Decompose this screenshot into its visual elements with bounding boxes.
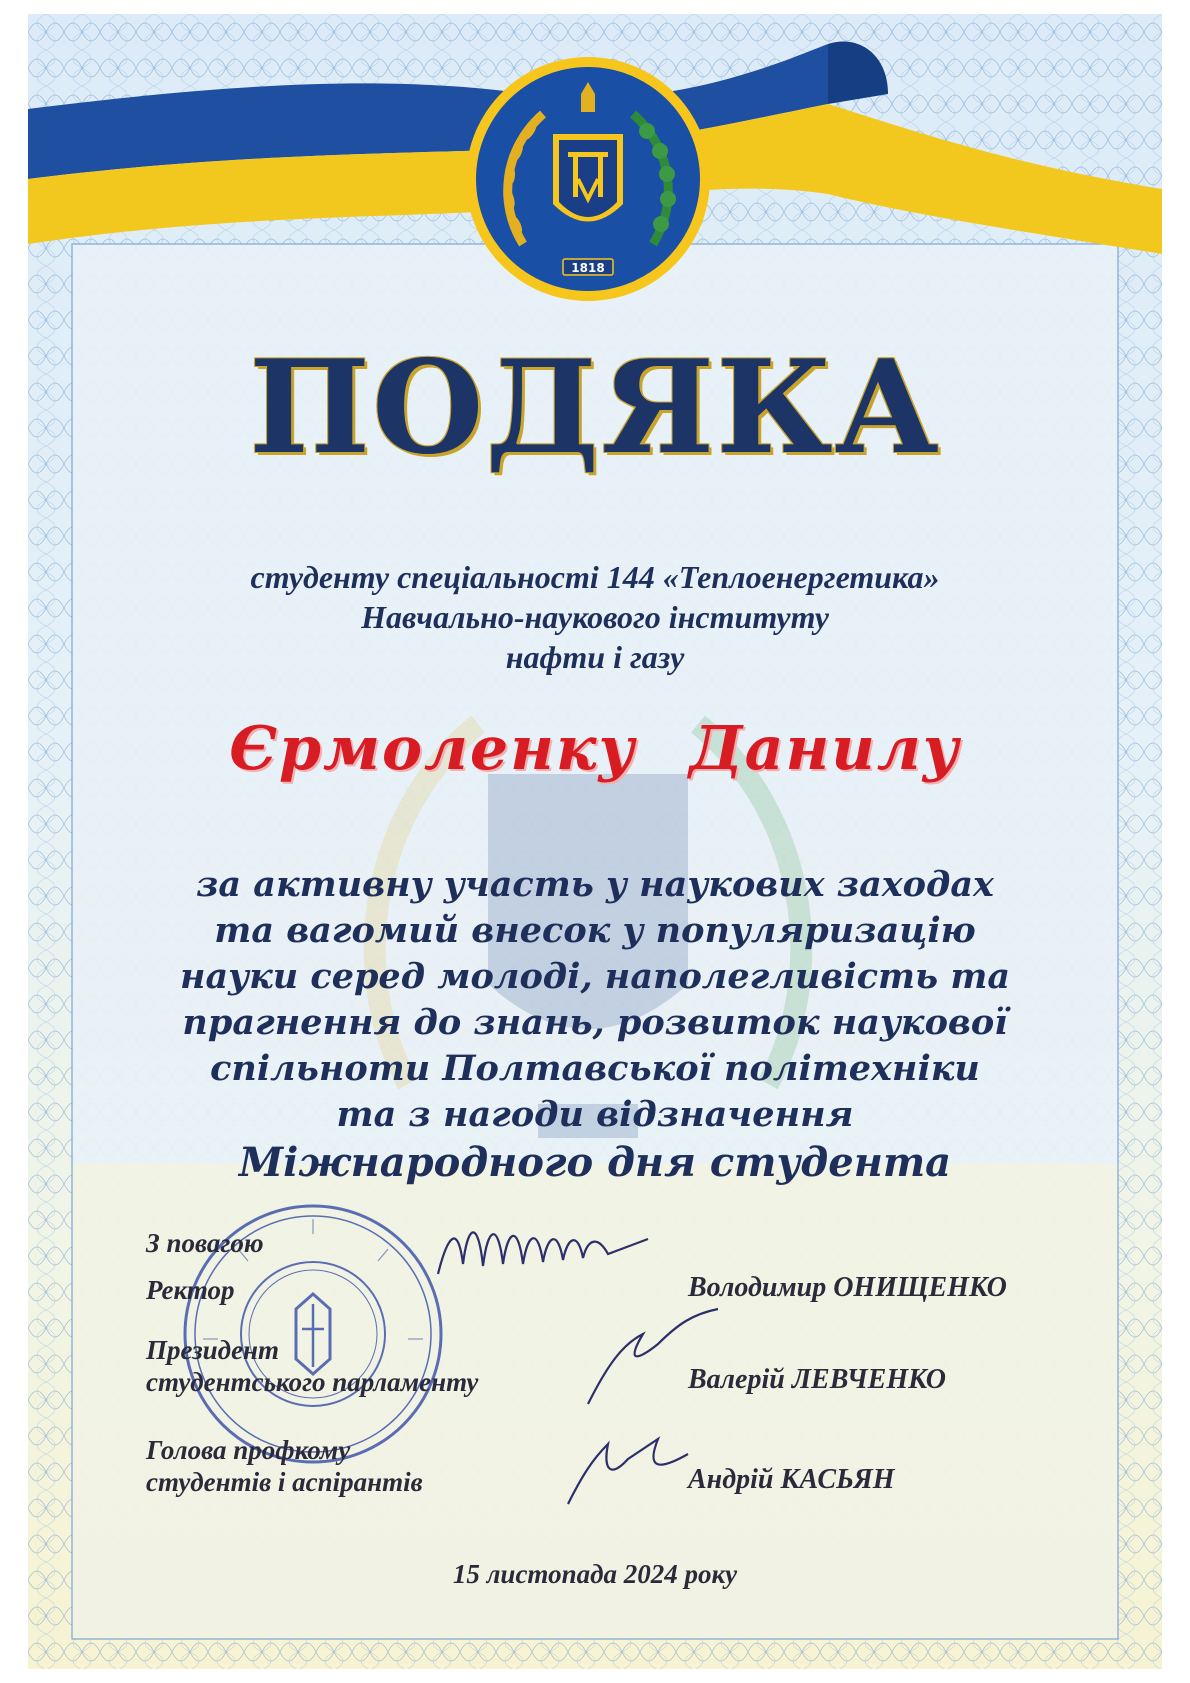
president-role-line: Президент [146, 1335, 280, 1365]
recipient-intro [108, 557, 1082, 677]
union-role-line: Голова профкому [146, 1435, 351, 1465]
university-emblem [463, 54, 713, 304]
union-role-line: студентів і аспірантів [146, 1467, 423, 1497]
occasion-line: Міжнародного дня студента [238, 1139, 952, 1186]
union-role [146, 1434, 706, 1498]
rector-role: Ректор [146, 1275, 235, 1305]
certificate-sheet [28, 14, 1162, 1669]
president-role [146, 1334, 706, 1398]
president-role-line: студентського парламенту [146, 1367, 479, 1397]
reason-line: спільноти Полтавської політехніки [210, 1048, 980, 1089]
reason-line: науки серед молоді, наполегливість та [179, 956, 1011, 997]
emblem-year: 1818 [571, 261, 605, 275]
recipient-intro-line: студенту спеціальності 144 «Теплоенергетика» [250, 559, 940, 595]
union-name: Андрій КАСЬЯН [688, 1464, 895, 1495]
certificate-date: 15 листопада 2024 року [452, 1559, 738, 1589]
recipient-name: Єрмоленку Данилу [229, 714, 961, 784]
reason-line: та вагомий внесок у популяризацію [214, 910, 976, 951]
rector-name: Володимир ОНИЩЕНКО [688, 1272, 1007, 1303]
recipient-intro-line: нафти і газу [505, 639, 685, 675]
award-reason [88, 862, 1102, 1188]
president-name: Валерій ЛЕВЧЕНКО [688, 1364, 947, 1395]
reason-line: за активну участь у наукових заходах [196, 864, 994, 905]
certificate-title: ПОДЯКА [249, 333, 941, 483]
reason-line: та з нагоди відзначення [336, 1094, 854, 1135]
greeting: З повагою [146, 1228, 264, 1258]
recipient-intro-line: Навчально-наукового інституту [361, 599, 829, 635]
reason-line: прагнення до знань, розвиток наукової [182, 1002, 1008, 1043]
